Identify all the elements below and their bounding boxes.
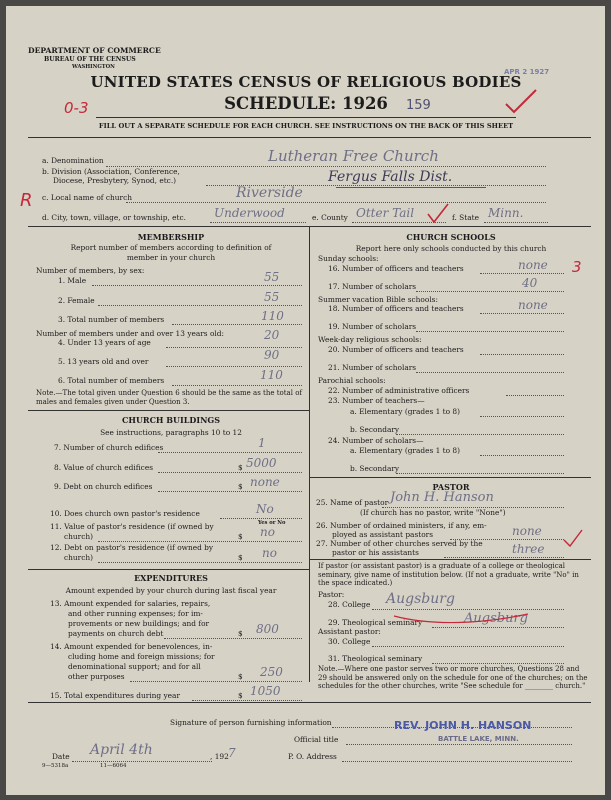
- q29-value[interactable]: Augsburg: [464, 611, 528, 626]
- denomination-label: a. Denomination: [42, 156, 104, 165]
- correction-strike-mark: [392, 610, 532, 626]
- print-code-2: 11—6064: [100, 763, 127, 769]
- pastor-subhead: Pastor:: [318, 590, 345, 599]
- q14-value[interactable]: 250: [260, 665, 283, 679]
- check-mark-icon: [562, 528, 586, 550]
- q26-label-2: ployed as assistant pastors: [332, 530, 434, 539]
- q7-edifices-label: 7. Number of church edifices: [54, 443, 164, 452]
- q13-label-2: and other running expenses; for im-: [68, 609, 203, 618]
- q24b-label: b. Secondary: [350, 464, 400, 473]
- q13-value[interactable]: 800: [256, 622, 279, 636]
- department-label: DEPARTMENT OF COMMERCE: [28, 46, 161, 55]
- city-town-value[interactable]: Underwood: [214, 206, 285, 220]
- q10-residence-value[interactable]: No: [256, 502, 274, 516]
- q2-female-value[interactable]: 55: [264, 290, 280, 304]
- q15-label: 15. Total expenditures during year: [50, 691, 180, 700]
- local-name-label: c. Local name of church: [42, 193, 132, 202]
- q31-label: 31. Theological seminary: [328, 654, 423, 663]
- state-label: f. State: [452, 213, 479, 222]
- q1-male-label: 1. Male: [58, 276, 87, 285]
- official-title-label: Official title: [294, 735, 339, 744]
- q23a-label: a. Elementary (grades 1 to 8): [350, 407, 461, 416]
- q21-label: 21. Number of scholars: [328, 363, 417, 372]
- division-label-1: b. Division (Association, Conference,: [42, 167, 180, 176]
- q27-value[interactable]: three: [512, 542, 545, 556]
- bureau-label: BUREAU OF THE CENSUS: [44, 56, 136, 63]
- q23-label: 23. Number of teachers—: [328, 396, 425, 405]
- membership-note: Note.—The total given under Question 6 should be the same as the total of males and females given under Question 3.: [36, 389, 303, 406]
- q16-margin-count: 3: [572, 258, 582, 276]
- q24a-label: a. Elementary (grades 1 to 8): [350, 446, 461, 455]
- q24-label: 24. Number of scholars—: [328, 436, 424, 445]
- q3-total-value[interactable]: 110: [261, 309, 284, 323]
- asst-pastor-subhead: Assistant pastor:: [318, 627, 381, 636]
- q12-value[interactable]: no: [262, 546, 277, 560]
- q30-label: 30. College: [328, 637, 371, 646]
- q25-label: 25. Name of pastor: [316, 498, 389, 507]
- members-by-sex-label: Number of members, by sex:: [36, 266, 145, 275]
- q18-value[interactable]: none: [518, 298, 548, 312]
- q5-over13-label: 5. 13 years old and over: [58, 357, 149, 366]
- q17-value[interactable]: 40: [522, 276, 538, 290]
- city-town-label: d. City, town, village, or township, etc.: [42, 213, 187, 222]
- q19-label: 19. Number of scholars: [328, 322, 417, 331]
- yes-no-hint: Yes or No: [258, 520, 286, 526]
- sunday-schools-label: Sunday schools:: [318, 254, 379, 263]
- q4-under13-value[interactable]: 20: [264, 328, 280, 342]
- q13-label-3: provements or new buildings; and for: [68, 619, 210, 628]
- header-bottom-rule: [28, 137, 591, 138]
- q8-value-label: 8. Value of church edifices: [54, 463, 153, 472]
- title-rule: [96, 117, 516, 118]
- county-value[interactable]: Otter Tail: [356, 206, 415, 220]
- q26-label-1: 26. Number of ordained ministers, if any, em-: [316, 521, 487, 530]
- buildings-title: CHURCH BUILDINGS: [122, 415, 220, 425]
- q2-female-label: 2. Female: [58, 296, 95, 305]
- body-bottom-rule: [28, 702, 591, 703]
- q28-value[interactable]: Augsburg: [386, 591, 455, 607]
- q29-label: 29. Theological seminary: [328, 618, 423, 627]
- q25-value[interactable]: John H. Hanson: [390, 490, 494, 505]
- q14-label-3: denominational support; and for all: [68, 662, 201, 671]
- summer-schools-label: Summer vacation Bible schools:: [318, 295, 438, 304]
- column-divider: [309, 226, 310, 682]
- q3-total-label: 3. Total number of members: [58, 315, 165, 324]
- weekday-schools-label: Week-day religious schools:: [318, 335, 422, 344]
- q22-label: 22. Number of administrative officers: [328, 386, 470, 395]
- census-schedule-sheet: DEPARTMENT OF COMMERCE BUREAU OF THE CENSUS WASHINGTON UNITED STATES CENSUS OF RELIGIOUS BODIES SCHEDULE: 1926 159 APR 2 1927 0-3 FILL OUT A SEPARATE SCHEDULE FOR EACH CHURCH. SEE INSTRUCTIONS ON THE BACK OF THIS SHEET a. Denomination Lutheran Free Church b. Division (Association, Conference, Diocese, Presbytery, Synod, etc.) Fergus Falls Dist. R c. Local name of church Riverside d. City, town, village, or township, etc. Underwood e. County Otter Tail f. State Minn. MEMBERSHIP Report number of members according to definition of member in your church Number of members, by sex: 1. Male 55 2. Female 55 3. Total number of members 110 Number of members under and over 13 years old: 4. Under 13 years of age 20 5. 13 years old and over 90 6. Total number of members 110 Note.—The total given under Question 6 should be the same as the total of males and females given under Question 3. CHURCH BUILDINGS See instructions, paragraphs 10 to 12 7. Number of church edifices 1 8. Value of church edifices $ 5000 9. Debt on church edifices $ none 10. Does church own pastor's residence No Yes or No 11. Value of pastor's residence (if owned by church) $ no 12. Debt on pastor's residence (if owned by church) $ no EXPENDITURES Amount expended by your church during last fiscal year 13. Amount expended for salaries, repairs, and other running expenses; for im- provements or new buildings; and for payments on church debt $ 800 14. Amount expended for benevolences, in- cluding home and foreign missions; for denominational support; and for all other purposes $ 250 15. Total expenditures during year $ 1050 CHURCH SCHOOLS Report here only schools conducted by this church Sunday schools: 16. Number of officers and teachers none 3 17. Number of scholars 40 Summer vacation Bible schools: 18. Number of officers and teachers none 19. Number of scholars Week-day religious schools: 20. Number of officers and teachers 21. Number of scholars Parochial schools: 22. Number of administrative officers 23. Number of teachers— a. Elementary (grades 1 to 8) b. Secondary 24. Number of scholars— a. Elementary (grades 1 to 8) b. Secondary PASTOR 25. Name of pastor John H. Hanson (If church has no pastor, write "None") 26. Number of ordained ministers, if any, em- ployed as assistant pastors none 27. Number of other churches served by the pastor or his assistants three If pastor (or assistant pastor) is a graduate of a college or theological seminary, give name of institution below. (If not a graduate, write "No" in the space indicated.) Pastor: 28. College Augsburg 29. Theological seminary Augsburg Assistant pastor: 30. College 31. Theological seminary Note.—Where one pastor serves two or more churches, Questions 28 and 29 should be answered only on the schedule for one of the churches; on the schedules for the other churches, write "See schedule for ________ church." Signature of person furnishing information Official title REV. JOHN H. HANSON BATTLE LAKE, MINN. Date April 4th , 192 7 P. O. Address 9—5318a 11—6064: [6, 6, 605, 795]
- expenditures-title: EXPENDITURES: [134, 573, 208, 583]
- separate-schedule-instruction: FILL OUT A SEPARATE SCHEDULE FOR EACH CHURCH. SEE INSTRUCTIONS ON THE BACK OF THIS SHEET: [98, 122, 514, 130]
- q9-debt-label: 9. Debt on church edifices: [54, 482, 153, 491]
- q14-label-2: cluding home and foreign missions; for: [68, 652, 215, 661]
- pastor-address-stamp: BATTLE LAKE, MINN.: [438, 735, 519, 743]
- received-date-stamp: APR 2 1927: [504, 68, 550, 76]
- form-title: UNITED STATES CENSUS OF RELIGIOUS BODIES: [90, 73, 522, 91]
- q13-label-4: payments on church debt: [68, 629, 164, 638]
- signature-label: Signature of person furnishing information: [170, 718, 332, 727]
- buildings-intro: See instructions, paragraphs 10 to 12: [100, 428, 242, 437]
- q7-edifices-value[interactable]: 1: [258, 436, 266, 450]
- pastor-note: Note.—Where one pastor serves two or more churches, Questions 28 and 29 should be answered only on the schedule for one of the churches; on the schedules for the other churches, write "See schedule for ________ church.": [318, 665, 588, 690]
- check-mark-icon: [504, 88, 538, 116]
- print-code: 9—5318a: [42, 763, 69, 769]
- local-name-value[interactable]: Riverside: [236, 185, 303, 201]
- year-label: , 192: [210, 752, 229, 761]
- year-value[interactable]: 7: [228, 746, 236, 760]
- q26-value[interactable]: none: [512, 524, 542, 538]
- q6-total-value[interactable]: 110: [260, 368, 283, 382]
- q12-label-2: church): [64, 553, 93, 562]
- q14-label-1: 14. Amount expended for benevolences, in-: [50, 642, 213, 651]
- po-address-label: P. O. Address: [288, 752, 337, 761]
- q16-label: 16. Number of officers and teachers: [328, 264, 464, 273]
- q17-label: 17. Number of scholars: [328, 282, 417, 291]
- q6-total-label: 6. Total number of members: [58, 376, 165, 385]
- q4-under13-label: 4. Under 13 years of age: [58, 338, 151, 347]
- q12-label-1: 12. Debt on pastor's residence (if owned by: [50, 543, 214, 552]
- q14-label-4: other purposes: [68, 672, 125, 681]
- q1-male-value[interactable]: 55: [264, 270, 280, 284]
- q11-value[interactable]: no: [260, 525, 275, 539]
- schedule-title: SCHEDULE: 1926: [224, 94, 388, 113]
- q28-label: 28. College: [328, 600, 371, 609]
- q10-residence-label: 10. Does church own pastor's residence: [50, 509, 200, 518]
- q27-label-2: pastor or his assistants: [332, 548, 419, 557]
- q9-debt-value[interactable]: none: [250, 475, 280, 489]
- age-intro-label: Number of members under and over 13 years old:: [36, 329, 224, 338]
- date-label: Date: [52, 752, 70, 761]
- pastor-title: PASTOR: [432, 482, 470, 492]
- membership-title: MEMBERSHIP: [137, 232, 205, 242]
- q27-label-1: 27. Number of other churches served by the: [316, 539, 483, 548]
- college-note: If pastor (or assistant pastor) is a graduate of a college or theological seminary, give name of institution below. (If not a graduate, write "No" in the space indicated.): [318, 562, 579, 587]
- schedule-number: 159: [406, 98, 431, 113]
- margin-r-mark: R: [20, 190, 33, 211]
- margin-code: 0-3: [64, 99, 89, 117]
- q23b-label: b. Secondary: [350, 425, 400, 434]
- q11-label-2: church): [64, 532, 93, 541]
- division-label-2: Diocese, Presbytery, Synod, etc.): [53, 176, 177, 185]
- expenditures-intro: Amount expended by your church during last fiscal year: [65, 586, 277, 595]
- membership-intro: Report number of members according to definition of member in your church: [70, 243, 272, 262]
- date-value[interactable]: April 4th: [90, 742, 153, 758]
- q5-over13-value[interactable]: 90: [264, 348, 280, 362]
- state-value[interactable]: Minn.: [488, 206, 524, 220]
- schools-intro: Report here only schools conducted by this church: [355, 244, 547, 253]
- q11-label-1: 11. Value of pastor's residence (if owned by: [50, 522, 214, 531]
- q15-value[interactable]: 1050: [250, 684, 281, 698]
- division-value[interactable]: Fergus Falls Dist.: [328, 169, 453, 185]
- pastor-name-stamp: REV. JOHN H. HANSON: [394, 719, 532, 732]
- city-label: WASHINGTON: [72, 64, 115, 70]
- q16-value[interactable]: none: [518, 258, 548, 272]
- denomination-value[interactable]: Lutheran Free Church: [268, 147, 439, 165]
- parochial-schools-label: Parochial schools:: [318, 376, 386, 385]
- q18-label: 18. Number of officers and teachers: [328, 304, 464, 313]
- county-label: e. County: [312, 213, 348, 222]
- schools-title: CHURCH SCHOOLS: [406, 232, 496, 242]
- q20-label: 20. Number of officers and teachers: [328, 345, 464, 354]
- q25-note: (If church has no pastor, write "None"): [360, 508, 506, 517]
- q13-label-1: 13. Amount expended for salaries, repairs,: [50, 599, 211, 608]
- q8-value-value[interactable]: 5000: [246, 456, 277, 470]
